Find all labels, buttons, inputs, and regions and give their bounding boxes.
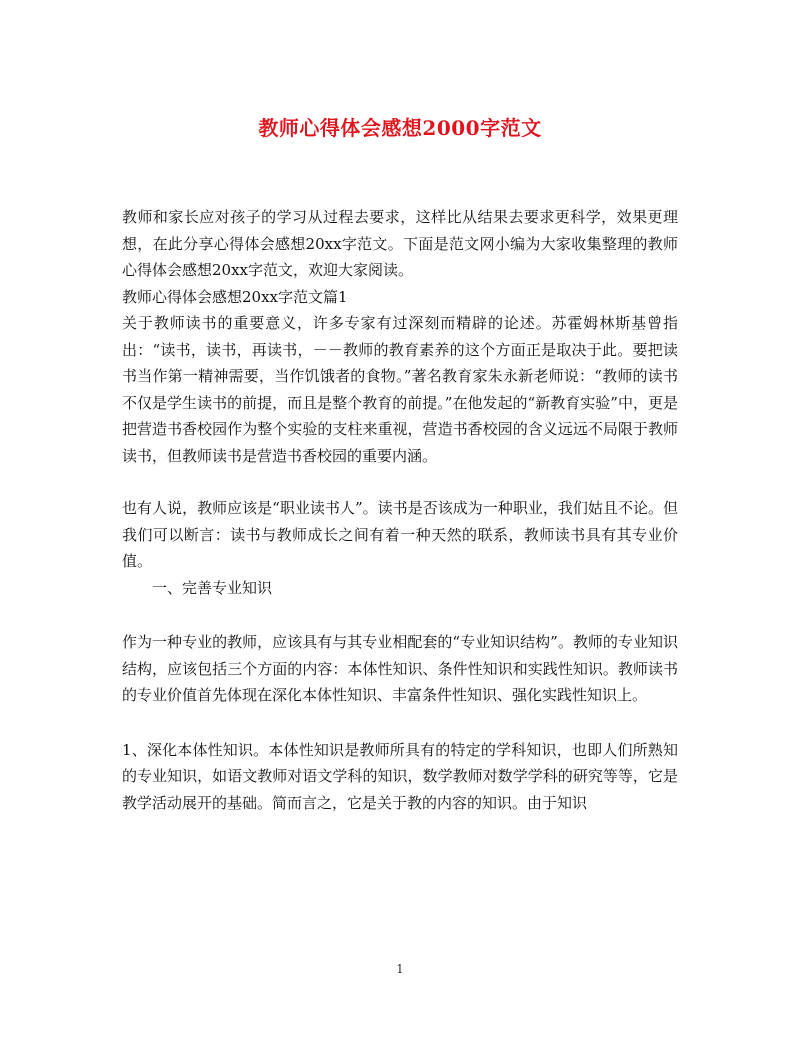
paragraph-spacer	[122, 469, 678, 495]
paragraph-spacer	[122, 709, 678, 737]
body-paragraph: 作为一种专业的教师，应该具有与其专业相配套的“专业知识结构”。教师的专业知识结构，应该包括三个方面的内容：本体性知识、条件性知识和实践性知识。教师读书的专业价值首先体现在深化本体性知识、丰富条件性知识、强化实践性知识上。	[122, 633, 678, 704]
intro-paragraph: 教师和家长应对孩子的学习从过程去要求，这样比从结果去要求更科学，效果更理想，在此分享心得体会感想20xx字范文。下面是范文网小编为大家收集整理的教师心得体会感想20xx字范文，欢迎大家阅读。	[122, 208, 678, 279]
body-paragraph: 也有人说，教师应该是“职业读书人”。读书是否该成为一种职业，我们姑且不论。但我们可以断言：读书与教师成长之间有着一种天然的联系，教师读书具有其专业价值。	[122, 499, 678, 570]
document-body	[122, 204, 678, 816]
section-heading: 教师心得体会感想20xx字范文篇1	[122, 287, 348, 306]
document-title: 教师心得体会感想2000字范文	[258, 116, 542, 140]
body-paragraph: 关于教师读书的重要意义，许多专家有过深刻而精辟的论述。苏霍姆林斯基曾指出：“读书，读书，再读书，－－教师的教育素养的这个方面正是取决于此。要把读书当作第一精神需要，当作饥饿者的食物。”著名教育家朱永新老师说：“教师的读书不仅是学生读书的前提，而且是整个教育的前提。”在他发起的“新教育实验”中，更是把营造书香校园作为整个实验的支柱来重视，营造书香校园的含义远远不局限于教师读书，但教师读书是营造书香校园的重要内涵。	[122, 314, 678, 465]
paragraph-spacer	[122, 601, 678, 629]
page-number: 1	[396, 962, 404, 976]
subsection-heading: 一、完善专业知识	[152, 578, 273, 597]
body-paragraph: 1、深化本体性知识。本体性知识是教师所具有的特定的学科知识，也即人们所熟知的专业知识，如语文教师对语文学科的知识，数学教师对数学学科的研究等等，它是教学活动展开的基础。简而言之，它是关于教的内容的知识。由于知识	[122, 740, 678, 812]
